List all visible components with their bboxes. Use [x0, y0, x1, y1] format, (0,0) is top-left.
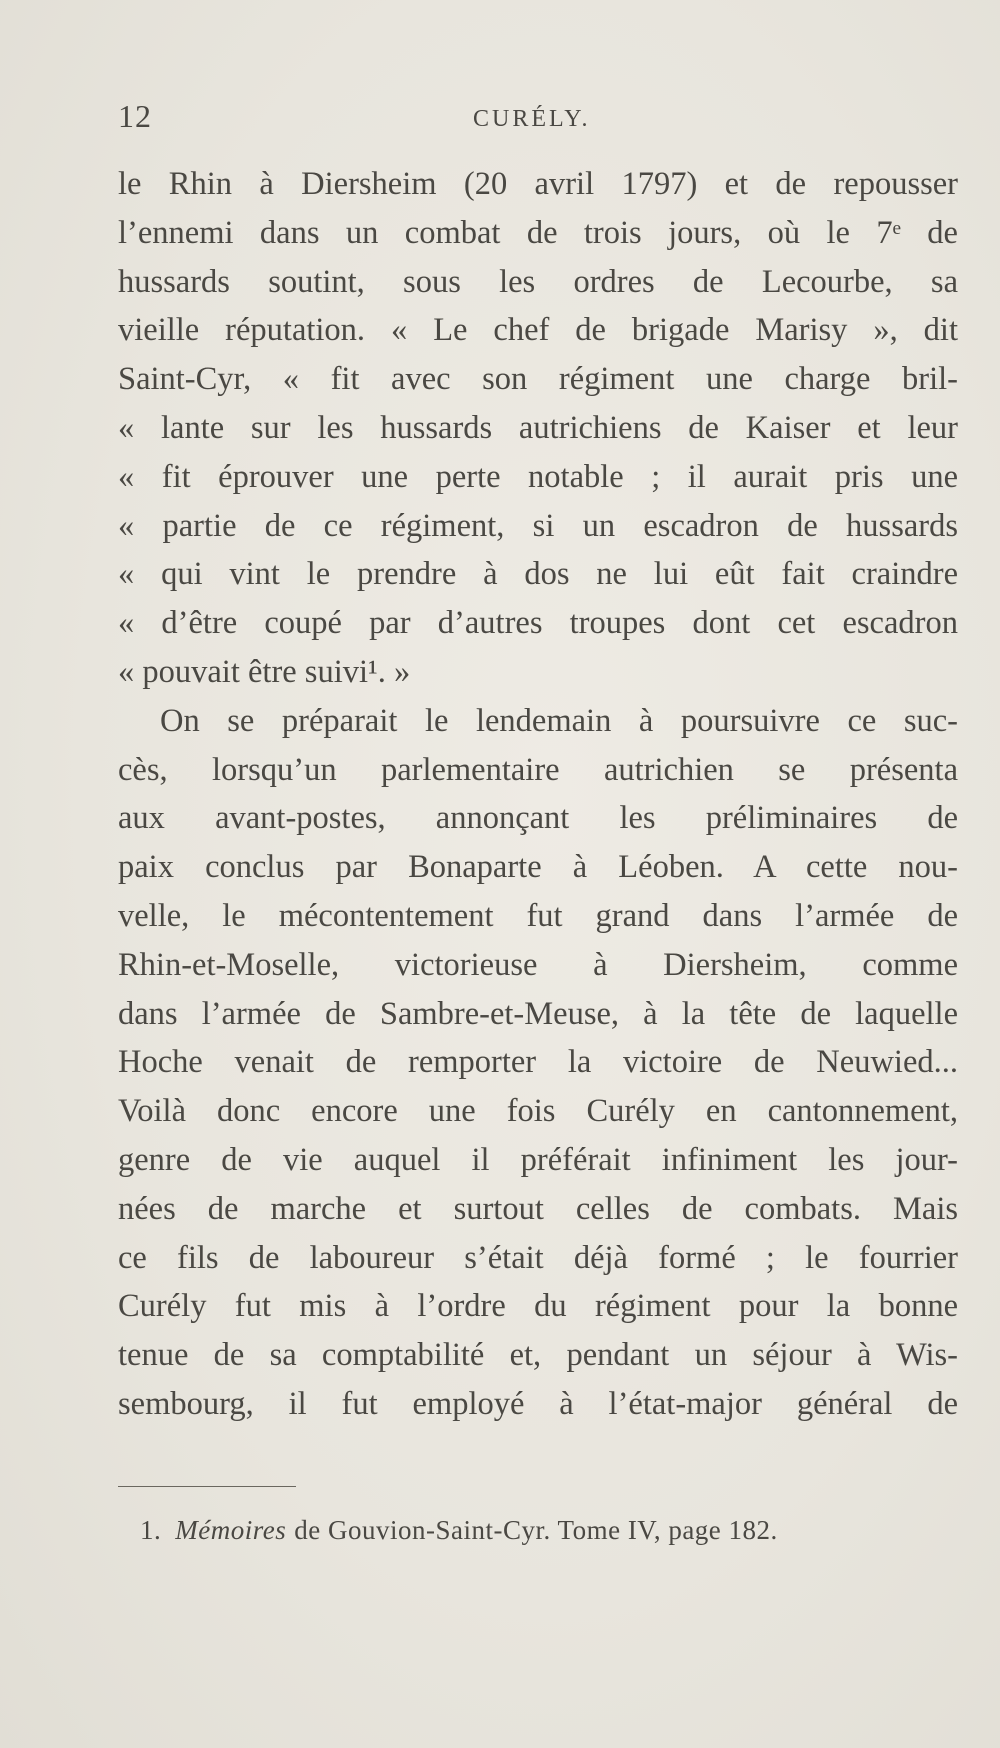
text-line: « lante sur les hussards autrichiens de Kaiser et leur — [118, 409, 958, 446]
text-line: Curély fut mis à l’ordre du régiment pour la bonne — [118, 1288, 958, 1325]
text-line: velle, le mécontentement fut grand dans l’armée de — [118, 897, 958, 934]
text-line: « qui vint le prendre à dos ne lui eût fait craindre — [118, 556, 958, 593]
text-line: « d’être coupé par d’autres troupes dont cet escadron — [118, 605, 958, 642]
text-line: « pouvait être suivi¹. » — [118, 653, 411, 690]
text-line: Saint-Cyr, « fit avec son régiment une charge bril- — [118, 361, 958, 398]
footnote — [140, 1515, 778, 1546]
page-header — [118, 98, 958, 138]
page-number: 12 — [118, 98, 152, 134]
text-line: genre de vie auquel il préférait infiniment les jour- — [118, 1141, 958, 1178]
footnote-title: Mémoires — [175, 1515, 287, 1545]
text-line: sembourg, il fut employé à l’état-major général de — [118, 1385, 958, 1422]
text-line: paix conclus par Bonaparte à Léoben. A cette nou- — [118, 849, 958, 886]
text-line: cès, lorsqu’un parlementaire autrichien se présenta — [118, 751, 958, 788]
text-line: « fit éprouver une perte notable ; il aurait pris une — [118, 458, 958, 495]
text-line: tenue de sa comptabilité et, pendant un séjour à Wis- — [118, 1337, 958, 1374]
footnote-number: 1. — [140, 1515, 162, 1545]
text-line: vieille réputation. « Le chef de brigade Marisy », dit — [118, 312, 958, 349]
text-line: dans l’armée de Sambre-et-Meuse, à la tête de laquelle — [118, 995, 958, 1032]
footnote-text: de Gouvion-Saint-Cyr. Tome IV, page 182. — [294, 1515, 778, 1545]
running-head: CURÉLY. — [473, 106, 591, 132]
text-line: l’ennemi dans un combat de trois jours, où le 7ᵉ de — [118, 214, 958, 251]
text-line: aux avant-postes, annonçant les préliminaires de — [118, 800, 958, 837]
text-line: Rhin-et-Moselle, victorieuse à Diersheim, comme — [118, 946, 958, 983]
text-line: « partie de ce régiment, si un escadron de hussards — [118, 507, 958, 544]
text-line: ce fils de laboureur s’était déjà formé ; le fourrier — [118, 1239, 958, 1276]
text-line: Hoche venait de remporter la victoire de Neuwied... — [118, 1044, 958, 1081]
text-line: hussards soutint, sous les ordres de Lecourbe, sa — [118, 263, 958, 300]
text-line: nées de marche et surtout celles de combats. Mais — [118, 1190, 958, 1227]
text-line: le Rhin à Diersheim (20 avril 1797) et de repousser — [118, 166, 958, 202]
text-line: Voilà donc encore une fois Curély en cantonnement, — [118, 1093, 958, 1130]
body-text — [118, 160, 958, 1429]
footnote-divider — [118, 1486, 296, 1487]
paragraph-start-line: On se préparait le lendemain à poursuivre ce suc- — [160, 702, 958, 739]
